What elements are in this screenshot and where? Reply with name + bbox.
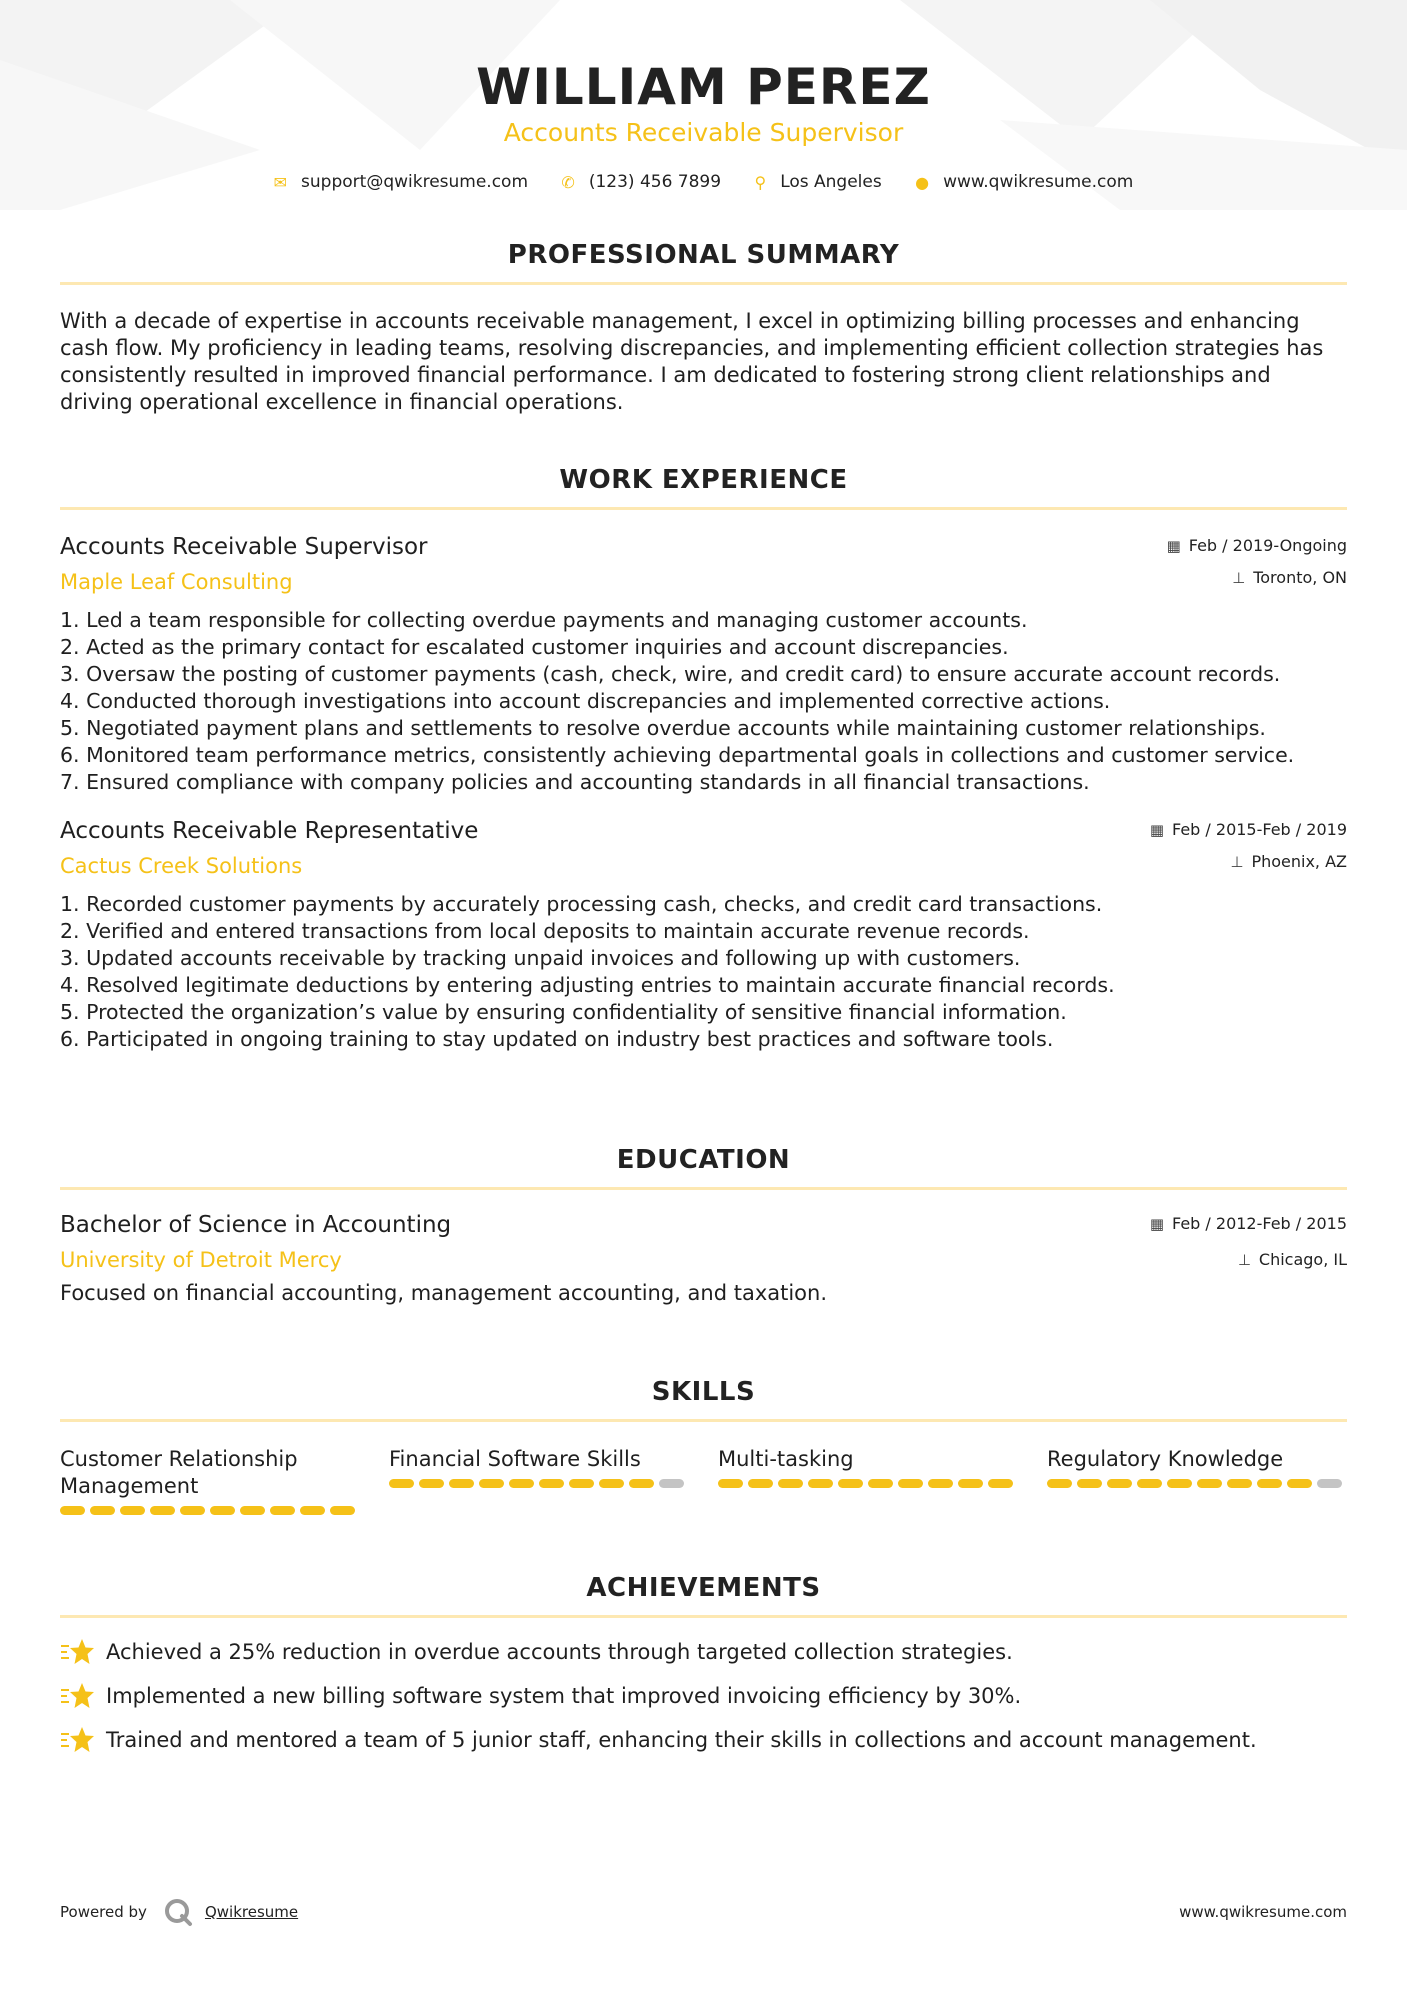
contact-phone[interactable] bbox=[561, 172, 721, 192]
job-bullets bbox=[60, 607, 1347, 796]
calendar-icon: ▦ bbox=[1149, 1215, 1164, 1233]
education-section bbox=[60, 1143, 1347, 1305]
school-name: University of Detroit Mercy bbox=[60, 1248, 342, 1272]
skill-segment-filled bbox=[569, 1479, 594, 1488]
skill-rating-bar bbox=[1047, 1479, 1347, 1488]
section-divider bbox=[60, 1615, 1347, 1618]
job-location-text: Phoenix, AZ bbox=[1251, 852, 1347, 871]
summary-heading: PROFESSIONAL SUMMARY bbox=[507, 240, 900, 270]
achievement-text: Trained and mentored a team of 5 junior staff, enhancing their skills in collections and account management. bbox=[106, 1728, 1257, 1752]
job-title: Accounts Receivable Supervisor bbox=[60, 534, 428, 560]
achievement-list bbox=[60, 1630, 1347, 1762]
skill-segment-empty bbox=[659, 1479, 684, 1488]
job-dates bbox=[1150, 820, 1347, 839]
skill-item bbox=[389, 1446, 689, 1515]
summary-text: With a decade of expertise in accounts receivable management, I excel in optimizing billing processes and enhancing cash flow. My proficiency in leading teams, resolving discrepancies, and implementing efficient collection strategies has consistently resulted in improved financial performance. I am dedicated to fostering strong client relationships and driving operational excellence in financial operations. bbox=[60, 309, 1324, 414]
job-dates bbox=[1167, 536, 1347, 555]
footer-website[interactable]: www.qwikresume.com bbox=[1179, 1903, 1347, 1921]
skill-segment-filled bbox=[868, 1479, 893, 1488]
section-divider bbox=[60, 1187, 1347, 1190]
skill-segment-filled bbox=[1227, 1479, 1252, 1488]
candidate-name: WILLIAM PEREZ bbox=[476, 58, 931, 116]
skill-segment-filled bbox=[240, 1506, 265, 1515]
skill-segment-filled bbox=[1287, 1479, 1312, 1488]
experience-section bbox=[60, 463, 1347, 1053]
skill-segment-empty bbox=[1317, 1479, 1342, 1488]
skill-segment-filled bbox=[898, 1479, 923, 1488]
job-dates-text: Feb / 2015-Feb / 2019 bbox=[1172, 820, 1347, 839]
skill-segment-filled bbox=[808, 1479, 833, 1488]
skill-segment-filled bbox=[599, 1479, 624, 1488]
list-item: 5. Negotiated payment plans and settlements to resolve overdue accounts while maintaining customer relationships. bbox=[60, 716, 1266, 740]
list-item: 4. Resolved legitimate deductions by entering adjusting entries to maintain accurate financial records. bbox=[60, 973, 1115, 997]
globe-icon: ● bbox=[915, 172, 930, 192]
job-dates-text: Feb / 2019-Ongoing bbox=[1188, 536, 1347, 555]
pushpin-icon: ⊥ bbox=[1230, 853, 1244, 871]
achievements-heading: ACHIEVEMENTS bbox=[586, 1573, 821, 1603]
skill-segment-filled bbox=[1167, 1479, 1192, 1488]
skill-segment-filled bbox=[1137, 1479, 1162, 1488]
list-item: 6. Monitored team performance metrics, consistently achieving departmental goals in collections and customer service. bbox=[60, 743, 1295, 767]
pushpin-icon: ⊥ bbox=[1237, 1251, 1251, 1269]
skill-segment-filled bbox=[539, 1479, 564, 1488]
footer-brand bbox=[60, 1897, 298, 1927]
contact-bar bbox=[60, 172, 1347, 193]
education-location bbox=[1238, 1250, 1347, 1269]
skill-name: Customer Relationship Management bbox=[60, 1447, 298, 1498]
skill-segment-filled bbox=[838, 1479, 863, 1488]
skill-item bbox=[60, 1446, 360, 1515]
contact-website[interactable] bbox=[915, 172, 1133, 192]
summary-section bbox=[60, 238, 1347, 416]
skill-segment-filled bbox=[1077, 1479, 1102, 1488]
job-company: Cactus Creek Solutions bbox=[60, 854, 303, 878]
skill-segment-filled bbox=[90, 1506, 115, 1515]
skill-segment-filled bbox=[330, 1506, 355, 1515]
powered-by-label: Powered by bbox=[60, 1903, 147, 1921]
skill-item bbox=[718, 1446, 1018, 1515]
list-item: 1. Recorded customer payments by accurately processing cash, checks, and credit card transactions. bbox=[60, 892, 1103, 916]
education-heading: EDUCATION bbox=[616, 1145, 791, 1175]
list-item: 5. Protected the organization’s value by ensuring confidentiality of sensitive financial information. bbox=[60, 1000, 1067, 1024]
skill-segment-filled bbox=[419, 1479, 444, 1488]
job-bullets bbox=[60, 891, 1347, 1053]
skill-segment-filled bbox=[928, 1479, 953, 1488]
skill-segment-filled bbox=[629, 1479, 654, 1488]
skill-segment-filled bbox=[1047, 1479, 1072, 1488]
qwikresume-logo-icon bbox=[163, 1897, 193, 1927]
skills-grid bbox=[60, 1446, 1347, 1515]
job-title: Accounts Receivable Representative bbox=[60, 818, 479, 844]
education-dates bbox=[1150, 1214, 1347, 1233]
skill-segment-filled bbox=[120, 1506, 145, 1515]
contact-email[interactable] bbox=[274, 172, 528, 192]
list-item: 1. Led a team responsible for collecting overdue payments and managing customer accounts. bbox=[60, 608, 1028, 632]
skill-segment-filled bbox=[210, 1506, 235, 1515]
contact-location bbox=[754, 172, 881, 192]
education-entry bbox=[60, 1210, 1347, 1305]
skill-segment-filled bbox=[1197, 1479, 1222, 1488]
list-item: 4. Conducted thorough investigations into account discrepancies and implemented corrective actions. bbox=[60, 689, 1111, 713]
qwikresume-link[interactable]: Qwikresume bbox=[204, 1903, 299, 1921]
skill-segment-filled bbox=[718, 1479, 743, 1488]
achievement-item bbox=[60, 1718, 1347, 1762]
skill-segment-filled bbox=[60, 1506, 85, 1515]
skill-segment-filled bbox=[389, 1479, 414, 1488]
achievement-text: Achieved a 25% reduction in overdue accounts through targeted collection strategies. bbox=[106, 1640, 1013, 1664]
section-divider bbox=[60, 507, 1347, 510]
achievement-text: Implemented a new billing software system that improved invoicing efficiency by 30%. bbox=[106, 1684, 1022, 1708]
calendar-icon: ▦ bbox=[1166, 537, 1181, 555]
star-icon bbox=[60, 1725, 94, 1755]
job-company: Maple Leaf Consulting bbox=[60, 570, 293, 594]
job-location bbox=[1232, 568, 1347, 587]
star-icon bbox=[60, 1637, 94, 1667]
list-item: 3. Oversaw the posting of customer payments (cash, check, wire, and credit card) to ensure accurate account records. bbox=[60, 662, 1281, 686]
job-location bbox=[1230, 852, 1347, 871]
skill-item bbox=[1047, 1446, 1347, 1515]
education-dates-text: Feb / 2012-Feb / 2015 bbox=[1172, 1214, 1347, 1233]
skill-segment-filled bbox=[300, 1506, 325, 1515]
skill-segment-filled bbox=[778, 1479, 803, 1488]
skill-segment-filled bbox=[479, 1479, 504, 1488]
skill-rating-bar bbox=[718, 1479, 1018, 1488]
envelope-icon: ✉ bbox=[273, 172, 288, 192]
skill-name: Multi-tasking bbox=[718, 1447, 854, 1471]
achievements-section bbox=[60, 1571, 1347, 1762]
location-pin-icon: ⚲ bbox=[754, 172, 767, 192]
skill-segment-filled bbox=[180, 1506, 205, 1515]
skill-segment-filled bbox=[509, 1479, 534, 1488]
list-item: 2. Verified and entered transactions from local deposits to maintain accurate revenue records. bbox=[60, 919, 1030, 943]
skill-name: Regulatory Knowledge bbox=[1047, 1447, 1284, 1471]
skill-segment-filled bbox=[270, 1506, 295, 1515]
star-icon bbox=[60, 1681, 94, 1711]
skills-section bbox=[60, 1375, 1347, 1515]
skill-segment-filled bbox=[449, 1479, 474, 1488]
skill-segment-filled bbox=[988, 1479, 1013, 1488]
section-divider bbox=[60, 282, 1347, 285]
section-divider bbox=[60, 1419, 1347, 1422]
skill-name: Financial Software Skills bbox=[389, 1447, 641, 1471]
job-entry bbox=[60, 816, 1347, 1053]
phone-icon: ✆ bbox=[561, 172, 575, 192]
experience-heading: WORK EXPERIENCE bbox=[559, 465, 848, 495]
job-entry bbox=[60, 532, 1347, 796]
list-item: 2. Acted as the primary contact for escalated customer inquiries and account discrepancies. bbox=[60, 635, 1009, 659]
skill-segment-filled bbox=[1107, 1479, 1132, 1488]
skill-rating-bar bbox=[60, 1506, 360, 1515]
skill-segment-filled bbox=[1257, 1479, 1282, 1488]
calendar-icon: ▦ bbox=[1149, 821, 1164, 839]
education-location-text: Chicago, IL bbox=[1258, 1250, 1347, 1269]
candidate-title: Accounts Receivable Supervisor bbox=[503, 118, 904, 147]
list-item: 3. Updated accounts receivable by tracking unpaid invoices and following up with customers. bbox=[60, 946, 1021, 970]
list-item: 7. Ensured compliance with company policies and accounting standards in all financial transactions. bbox=[60, 770, 1090, 794]
skill-segment-filled bbox=[150, 1506, 175, 1515]
achievement-item bbox=[60, 1674, 1347, 1718]
degree-title: Bachelor of Science in Accounting bbox=[60, 1212, 452, 1238]
skill-segment-filled bbox=[748, 1479, 773, 1488]
list-item: 6. Participated in ongoing training to stay updated on industry best practices and software tools. bbox=[60, 1027, 1054, 1051]
skills-heading: SKILLS bbox=[651, 1377, 756, 1407]
job-location-text: Toronto, ON bbox=[1253, 568, 1347, 587]
contact-email-text: support@qwikresume.com bbox=[301, 172, 529, 192]
achievement-item bbox=[60, 1630, 1347, 1674]
contact-location-text: Los Angeles bbox=[780, 172, 882, 192]
contact-website-text: www.qwikresume.com bbox=[943, 172, 1134, 192]
contact-phone-text: (123) 456 7899 bbox=[588, 172, 722, 192]
education-description: Focused on financial accounting, management accounting, and taxation. bbox=[60, 1281, 828, 1305]
skill-rating-bar bbox=[389, 1479, 689, 1488]
skill-segment-filled bbox=[958, 1479, 983, 1488]
pushpin-icon: ⊥ bbox=[1232, 569, 1246, 587]
